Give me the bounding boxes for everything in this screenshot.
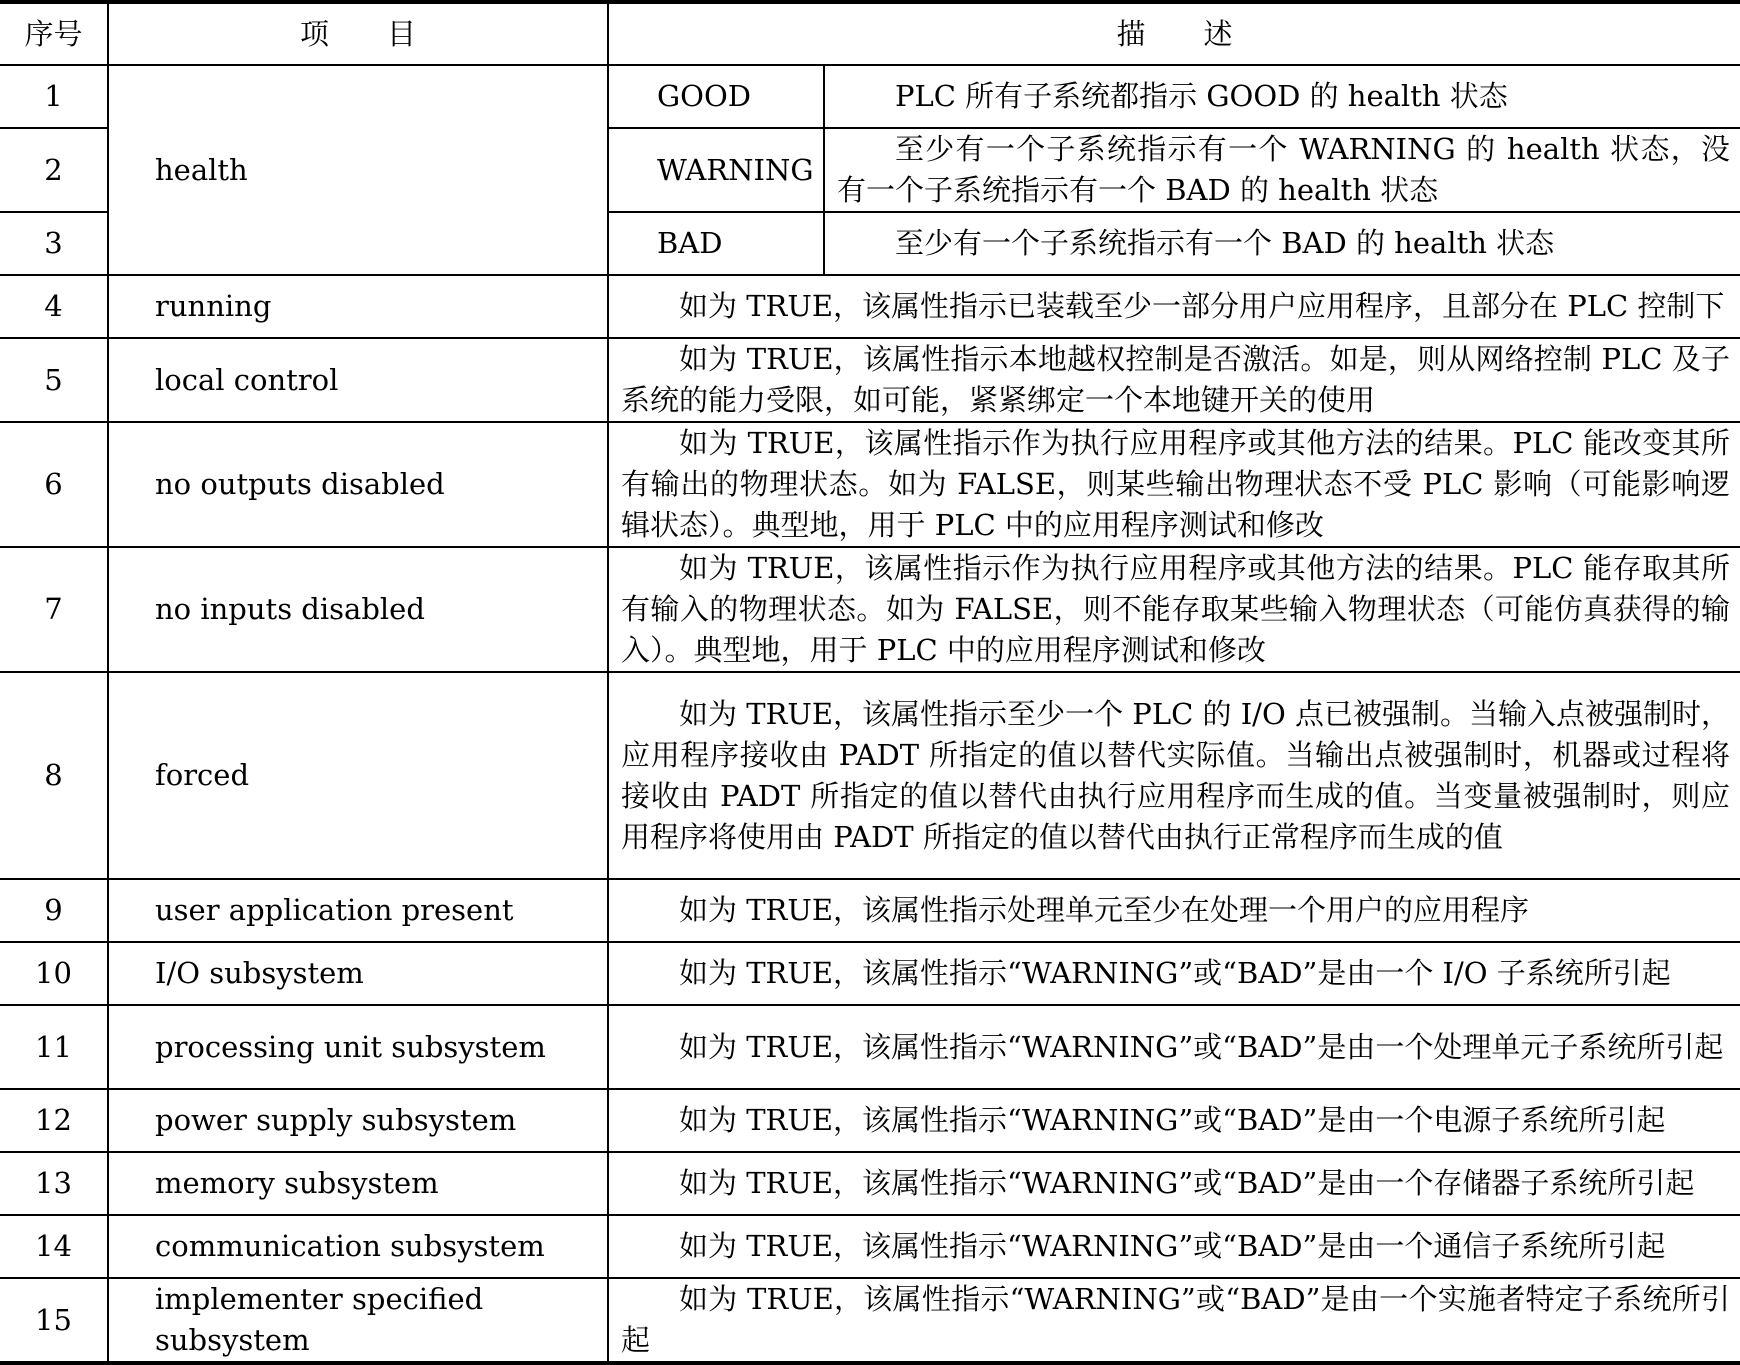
row-desc: 如为 TRUE，该属性指示本地越权控制是否激活。如是，则从网络控制 PLC 及子系统的能力受限，如可能，紧紧绑定一个本地键开关的使用 — [608, 338, 1740, 422]
row-desc: 如为 TRUE，该属性指示“WARNING”或“BAD”是由一个实施者特定子系统所引起 — [608, 1278, 1740, 1363]
table-row — [0, 547, 1740, 672]
row-desc: 如为 TRUE，该属性指示“WARNING”或“BAD”是由一个 I/O 子系统所引起 — [608, 942, 1740, 1005]
row-desc: 如为 TRUE，该属性指示处理单元至少在处理一个用户的应用程序 — [608, 879, 1740, 942]
table-row — [0, 422, 1740, 547]
row-num: 7 — [0, 547, 108, 672]
row-num: 15 — [0, 1278, 108, 1363]
row-item: implementer specified subsystem — [108, 1278, 608, 1363]
row-num: 10 — [0, 942, 108, 1005]
header-desc: 描 述 — [608, 2, 1740, 65]
row-num: 11 — [0, 1005, 108, 1089]
row-num: 2 — [0, 128, 108, 212]
table-row — [0, 1152, 1740, 1215]
row-num: 4 — [0, 275, 108, 338]
row-num: 12 — [0, 1089, 108, 1152]
row-item: no outputs disabled — [108, 422, 608, 547]
row-desc: 如为 TRUE，该属性指示“WARNING”或“BAD”是由一个处理单元子系统所引起 — [608, 1005, 1740, 1089]
health-state: GOOD — [608, 65, 824, 128]
row-item: power supply subsystem — [108, 1089, 608, 1152]
health-state: BAD — [608, 212, 824, 275]
header-item: 项 目 — [108, 2, 608, 65]
row-desc: 如为 TRUE，该属性指示已装载至少一部分用户应用程序，且部分在 PLC 控制下 — [608, 275, 1740, 338]
table-row — [0, 1089, 1740, 1152]
row-num: 6 — [0, 422, 108, 547]
row-desc: PLC 所有子系统都指示 GOOD 的 health 状态 — [824, 65, 1740, 128]
header-num: 序号 — [0, 2, 108, 65]
row-item: health — [108, 65, 608, 275]
row-item: processing unit subsystem — [108, 1005, 608, 1089]
row-num: 3 — [0, 212, 108, 275]
row-num: 5 — [0, 338, 108, 422]
row-num: 9 — [0, 879, 108, 942]
table-header-row — [0, 2, 1740, 65]
table-row — [0, 1215, 1740, 1278]
table-row — [0, 1278, 1740, 1363]
table-row — [0, 942, 1740, 1005]
row-num: 14 — [0, 1215, 108, 1278]
table-row — [0, 65, 1740, 128]
row-desc: 如为 TRUE，该属性指示“WARNING”或“BAD”是由一个电源子系统所引起 — [608, 1089, 1740, 1152]
health-state: WARNING — [608, 128, 824, 212]
row-num: 8 — [0, 672, 108, 879]
row-desc: 如为 TRUE，该属性指示“WARNING”或“BAD”是由一个存储器子系统所引起 — [608, 1152, 1740, 1215]
row-item: I/O subsystem — [108, 942, 608, 1005]
row-desc: 如为 TRUE，该属性指示作为执行应用程序或其他方法的结果。PLC 能存取其所有输入的物理状态。如为 FALSE，则不能存取某些输入物理状态（可能仿真获得的输入）。典型地，用于 PLC 中的应用程序测试和修改 — [608, 547, 1740, 672]
row-item: user application present — [108, 879, 608, 942]
row-desc: 如为 TRUE，该属性指示至少一个 PLC 的 I/O 点已被强制。当输入点被强制时，应用程序接收由 PADT 所指定的值以替代实际值。当输出点被强制时，机器或过程将接收由 PADT 所指定的值以替代由执行应用程序而生成的值。当变量被强制时，则应用程序将使用由 PADT 所指定的值以替代由执行正常程序而生成的值 — [608, 672, 1740, 879]
table-row — [0, 672, 1740, 879]
table-row — [0, 338, 1740, 422]
table-row — [0, 879, 1740, 942]
row-num: 13 — [0, 1152, 108, 1215]
row-desc: 如为 TRUE，该属性指示“WARNING”或“BAD”是由一个通信子系统所引起 — [608, 1215, 1740, 1278]
row-item: communication subsystem — [108, 1215, 608, 1278]
row-item: forced — [108, 672, 608, 879]
row-item: no inputs disabled — [108, 547, 608, 672]
row-item: memory subsystem — [108, 1152, 608, 1215]
row-item: local control — [108, 338, 608, 422]
row-num: 1 — [0, 65, 108, 128]
table-row — [0, 1005, 1740, 1089]
table-row — [0, 275, 1740, 338]
row-desc: 至少有一个子系统指示有一个 BAD 的 health 状态 — [824, 212, 1740, 275]
row-item: running — [108, 275, 608, 338]
row-desc: 如为 TRUE，该属性指示作为执行应用程序或其他方法的结果。PLC 能改变其所有输出的物理状态。如为 FALSE，则某些输出物理状态不受 PLC 影响（可能影响逻辑状态）。典型地，用于 PLC 中的应用程序测试和修改 — [608, 422, 1740, 547]
row-desc: 至少有一个子系统指示有一个 WARNING 的 health 状态，没有一个子系统指示有一个 BAD 的 health 状态 — [824, 128, 1740, 212]
